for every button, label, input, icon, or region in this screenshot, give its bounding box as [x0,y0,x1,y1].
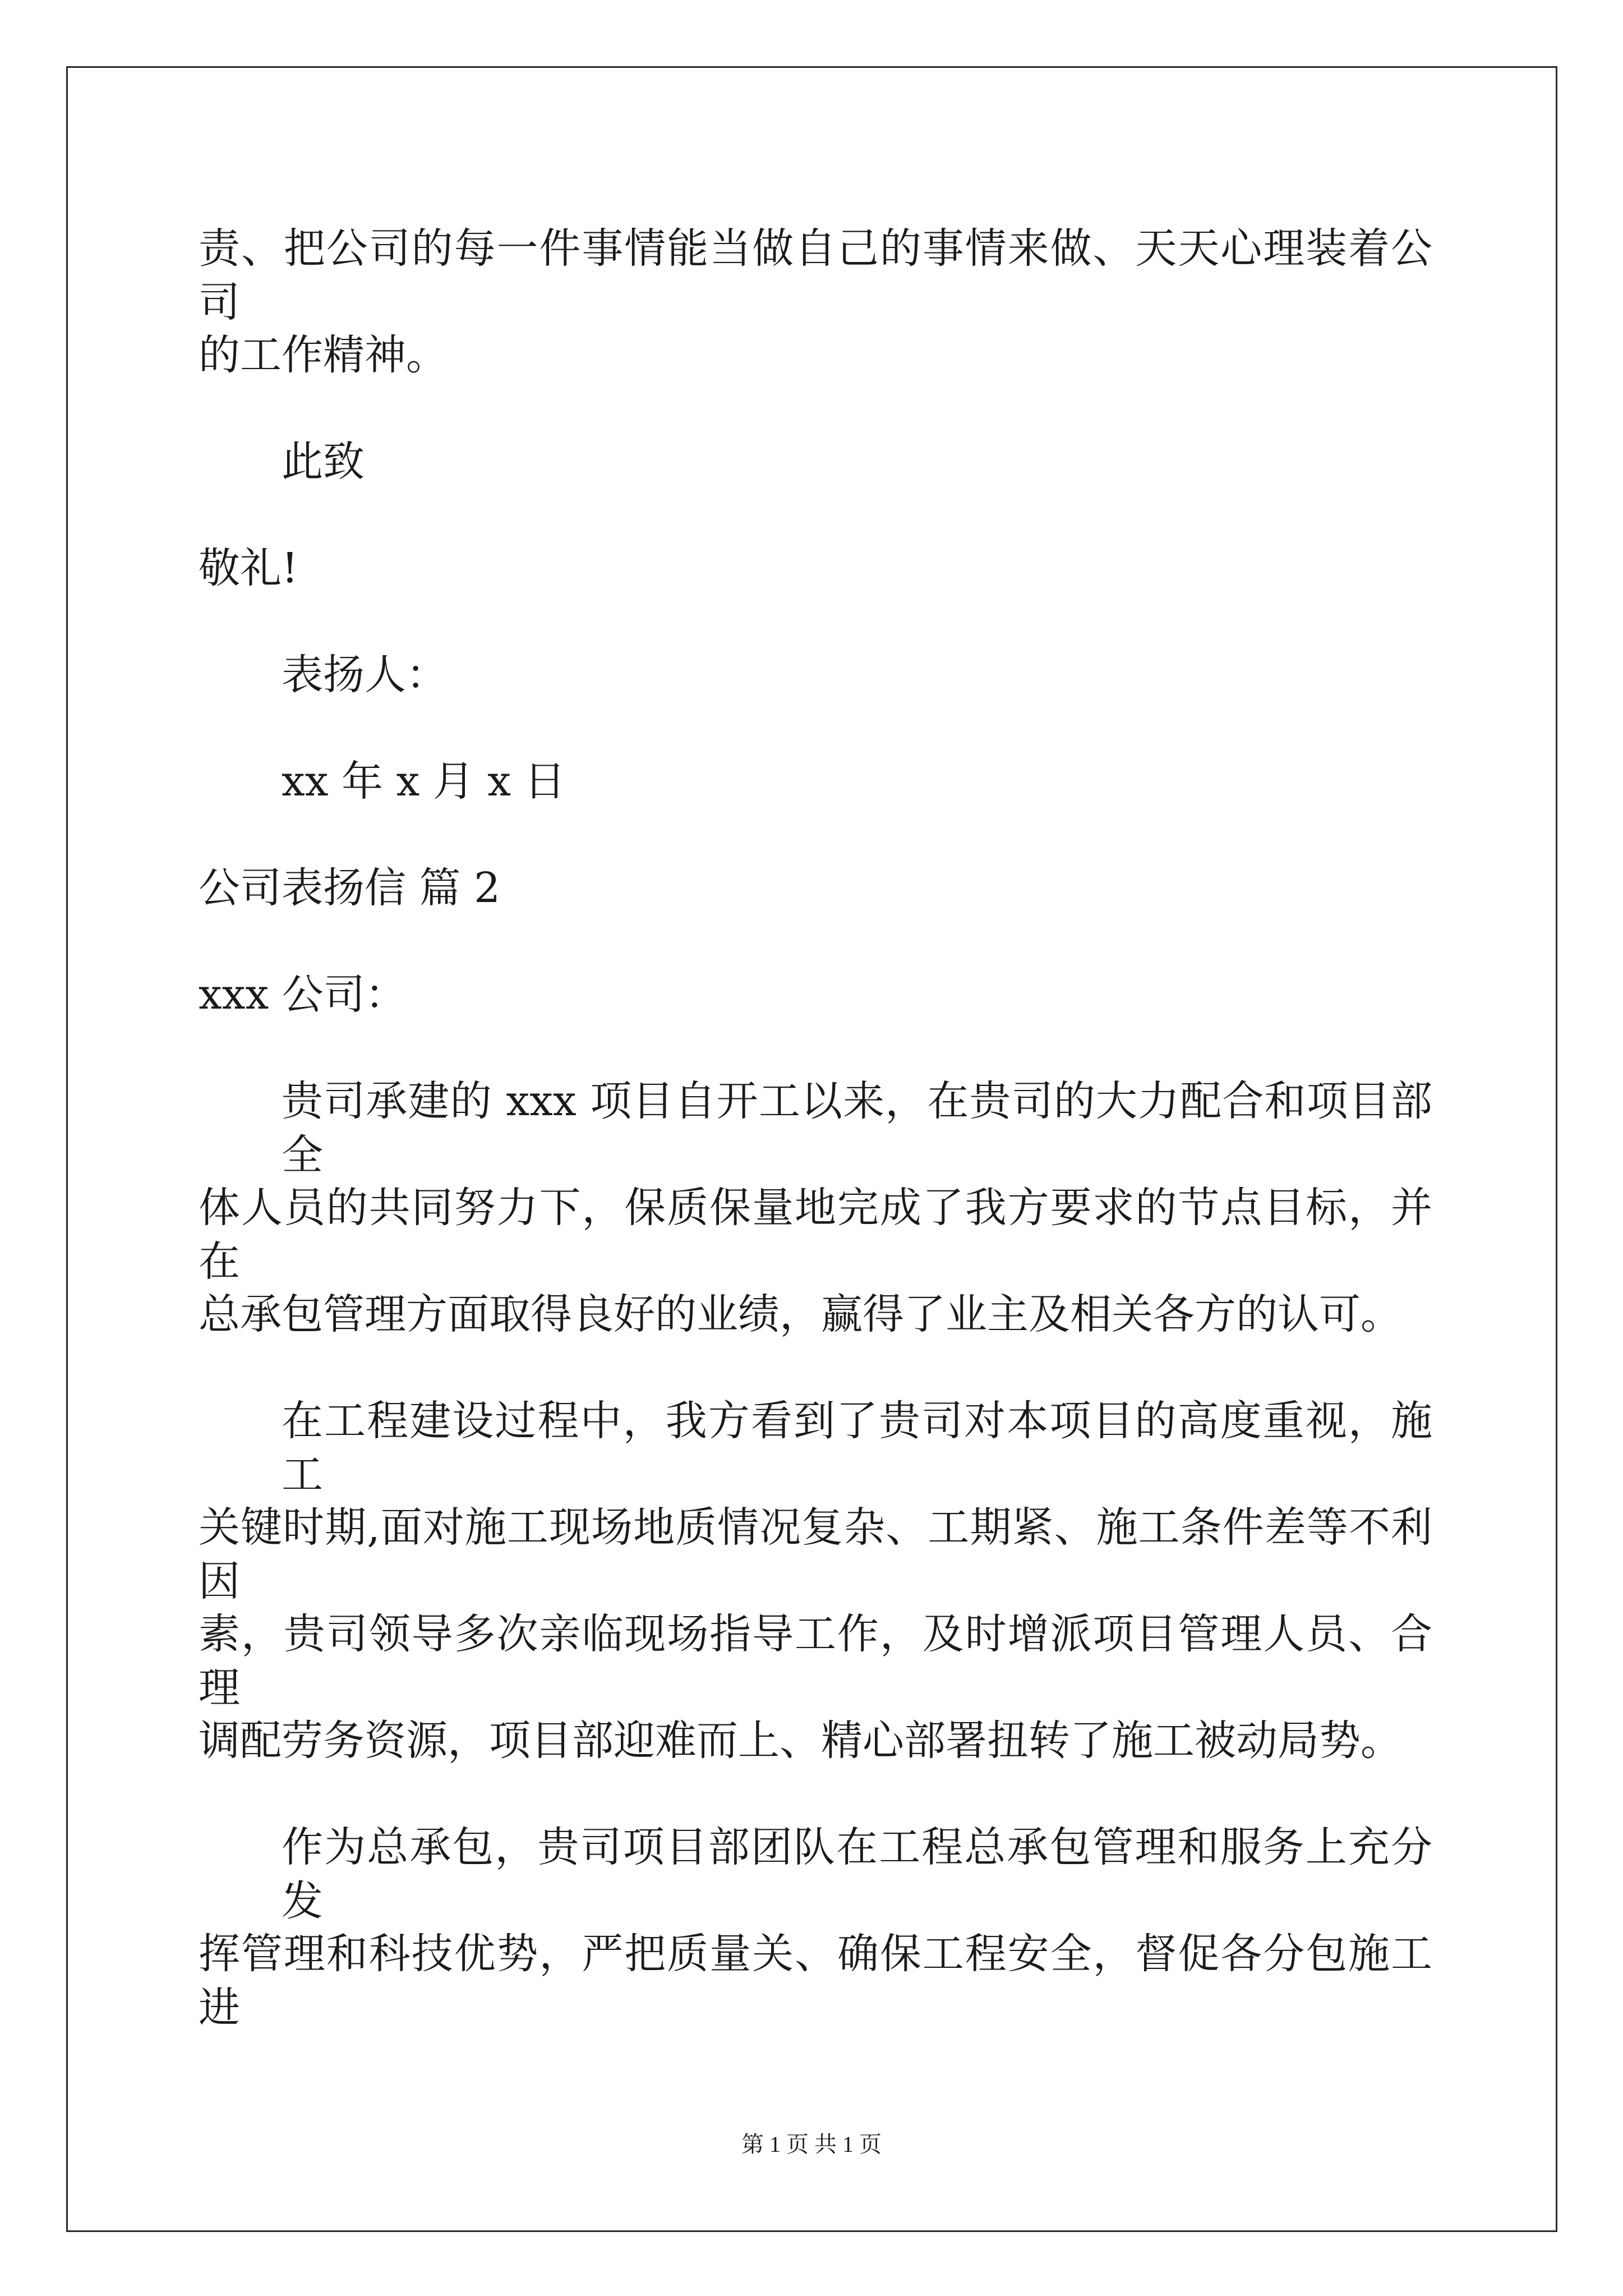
paragraph-2-line-4: 调配劳务资源，项目部迎难而上、精心部署扭转了施工被动局势。 [199,1717,1402,1765]
body-line-2: 的工作精神。 [199,331,448,379]
page-number-footer: 第 1 页 共 1 页 [741,2132,882,2157]
section-heading: 公司表扬信 篇 2 [199,864,501,912]
closing-regards: 敬礼! [199,544,298,592]
closing-salutation: 此致 [282,438,365,486]
paragraph-2-line-1: 在工程建设过程中，我方看到了贵司对本项目的高度重视，施工 [282,1397,1432,1499]
paragraph-1-line-3: 总承包管理方面取得良好的业绩，赢得了业主及相关各方的认可。 [199,1290,1402,1338]
paragraph-2-line-3: 素，贵司领导多次亲临现场指导工作，及时增派项目管理人员、合理 [199,1610,1432,1712]
body-line-1: 责、把公司的每一件事情能当做自己的事情来做、天天心理装着公司 [199,224,1432,326]
paragraph-3-line-2: 挥管理和科技优势，严把质量关、确保工程安全，督促各分包施工进 [199,1930,1432,2032]
paragraph-3-line-1: 作为总承包，贵司项目部团队在工程总承包管理和服务上充分发 [282,1823,1432,1925]
recipient-line: xxx 公司： [199,970,407,1019]
paragraph-1-line-2: 体人员的共同努力下，保质保量地完成了我方要求的节点目标，并在 [199,1184,1432,1286]
date-line: xx 年 x 月 x 日 [282,757,566,806]
signature-label: 表扬人： [282,651,448,699]
paragraph-1-line-1: 贵司承建的 xxx 项目自开工以来，在贵司的大力配合和项目部全 [282,1077,1432,1179]
paragraph-2-line-2: 关键时期,面对施工现场地质情况复杂、工期紧、施工条件差等不利因 [199,1503,1432,1605]
